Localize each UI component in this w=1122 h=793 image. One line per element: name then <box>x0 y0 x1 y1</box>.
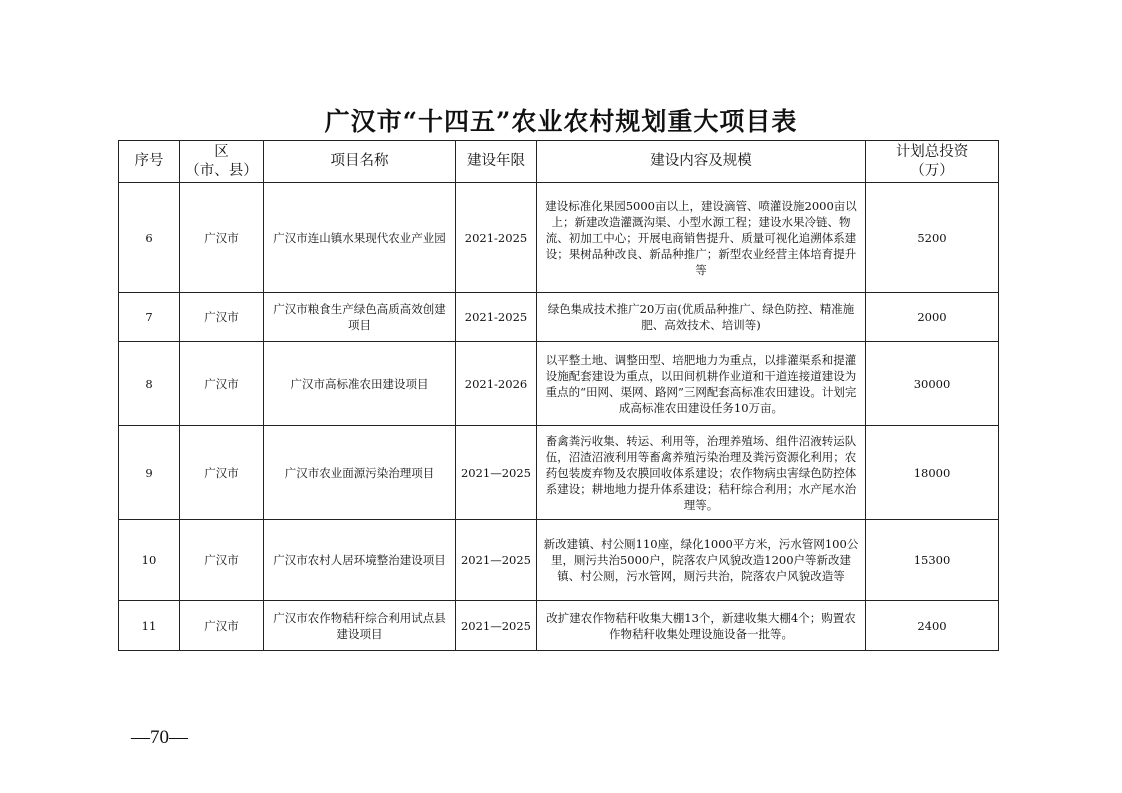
cell-seq: 9 <box>119 426 180 520</box>
header-content: 建设内容及规模 <box>537 141 866 183</box>
header-seq: 序号 <box>119 141 180 183</box>
cell-region: 广汉市 <box>180 601 264 651</box>
cell-years: 2021-2025 <box>456 293 537 342</box>
cell-years: 2021-2025 <box>456 183 537 293</box>
cell-years: 2021—2025 <box>456 601 537 651</box>
cell-content: 绿色集成技术推广20万亩(优质品种推广、绿色防控、精准施肥、高效技术、培训等) <box>537 293 866 342</box>
header-years: 建设年限 <box>456 141 537 183</box>
cell-seq: 11 <box>119 601 180 651</box>
table-row <box>119 293 999 342</box>
cell-investment: 2400 <box>866 601 999 651</box>
cell-content: 以平整土地、调整田型、培肥地力为重点，以排灌渠系和提灌设施配套建设为重点，以田间机耕作业道和干道连接道建设为重点的“田网、渠网、路网”三网配套高标准农田建设。计划完成高标准农田建设任务10万亩。 <box>537 342 866 426</box>
cell-seq: 7 <box>119 293 180 342</box>
header-investment-line1: 计划总投资 <box>895 143 969 160</box>
cell-project-name: 广汉市连山镇水果现代农业产业园 <box>264 183 456 293</box>
cell-project-name: 广汉市农业面源污染治理项目 <box>264 426 456 520</box>
cell-region: 广汉市 <box>180 293 264 342</box>
table-row <box>119 520 999 601</box>
cell-content: 畜禽粪污收集、转运、利用等，治理养殖场、组件沼液转运队伍，沼渣沼液利用等畜禽养殖污染治理及粪污资源化利用；农药包装废弃物及农膜回收体系建设；农作物病虫害绿色防控体系建设；耕地地力提升体系建设；秸秆综合利用；水产尾水治理等。 <box>537 426 866 520</box>
cell-seq: 8 <box>119 342 180 426</box>
cell-project-name: 广汉市粮食生产绿色高质高效创建项目 <box>264 293 456 342</box>
cell-region: 广汉市 <box>180 426 264 520</box>
page-number: —70— <box>131 727 188 748</box>
project-table <box>118 140 999 651</box>
cell-seq: 6 <box>119 183 180 293</box>
table-row <box>119 342 999 426</box>
cell-content: 新改建镇、村公厕110座，绿化1000平方米，污水管网100公里，厕污共治5000户，院落农户风貌改造1200户等新改建镇、村公厕，污水管网，厕污共治，院落农户风貌改造等 <box>537 520 866 601</box>
cell-investment: 15300 <box>866 520 999 601</box>
table-row <box>119 601 999 651</box>
cell-project-name: 广汉市农村人居环境整治建设项目 <box>264 520 456 601</box>
table-row <box>119 183 999 293</box>
cell-seq: 10 <box>119 520 180 601</box>
cell-region: 广汉市 <box>180 342 264 426</box>
header-region-line1: 区 <box>214 143 229 160</box>
cell-region: 广汉市 <box>180 183 264 293</box>
header-investment-line2: （万） <box>910 162 954 179</box>
table-row <box>119 426 999 520</box>
cell-investment: 5200 <box>866 183 999 293</box>
header-region-line2: （市、县） <box>185 162 258 179</box>
header-investment <box>866 141 999 183</box>
cell-investment: 30000 <box>866 342 999 426</box>
cell-investment: 18000 <box>866 426 999 520</box>
cell-years: 2021-2026 <box>456 342 537 426</box>
header-project-name: 项目名称 <box>264 141 456 183</box>
page-title: 广汉市“十四五”农业农村规划重大项目表 <box>324 107 798 136</box>
cell-years: 2021—2025 <box>456 520 537 601</box>
table-header-row <box>119 141 999 183</box>
cell-region: 广汉市 <box>180 520 264 601</box>
cell-project-name: 广汉市农作物秸秆综合利用试点县建设项目 <box>264 601 456 651</box>
cell-project-name: 广汉市高标准农田建设项目 <box>264 342 456 426</box>
header-region <box>180 141 264 183</box>
cell-content: 改扩建农作物秸秆收集大棚13个，新建收集大棚4个；购置农作物秸秆收集处理设施设备一批等。 <box>537 601 866 651</box>
cell-years: 2021—2025 <box>456 426 537 520</box>
cell-investment: 2000 <box>866 293 999 342</box>
cell-content: 建设标准化果园5000亩以上，建设滴管、喷灌设施2000亩以上；新建改造灌溉沟渠、小型水源工程；建设水果冷链、物流、初加工中心；开展电商销售提升、质量可视化追溯体系建设；果树品种改良、新品种推广；新型农业经营主体培育提升等 <box>537 183 866 293</box>
